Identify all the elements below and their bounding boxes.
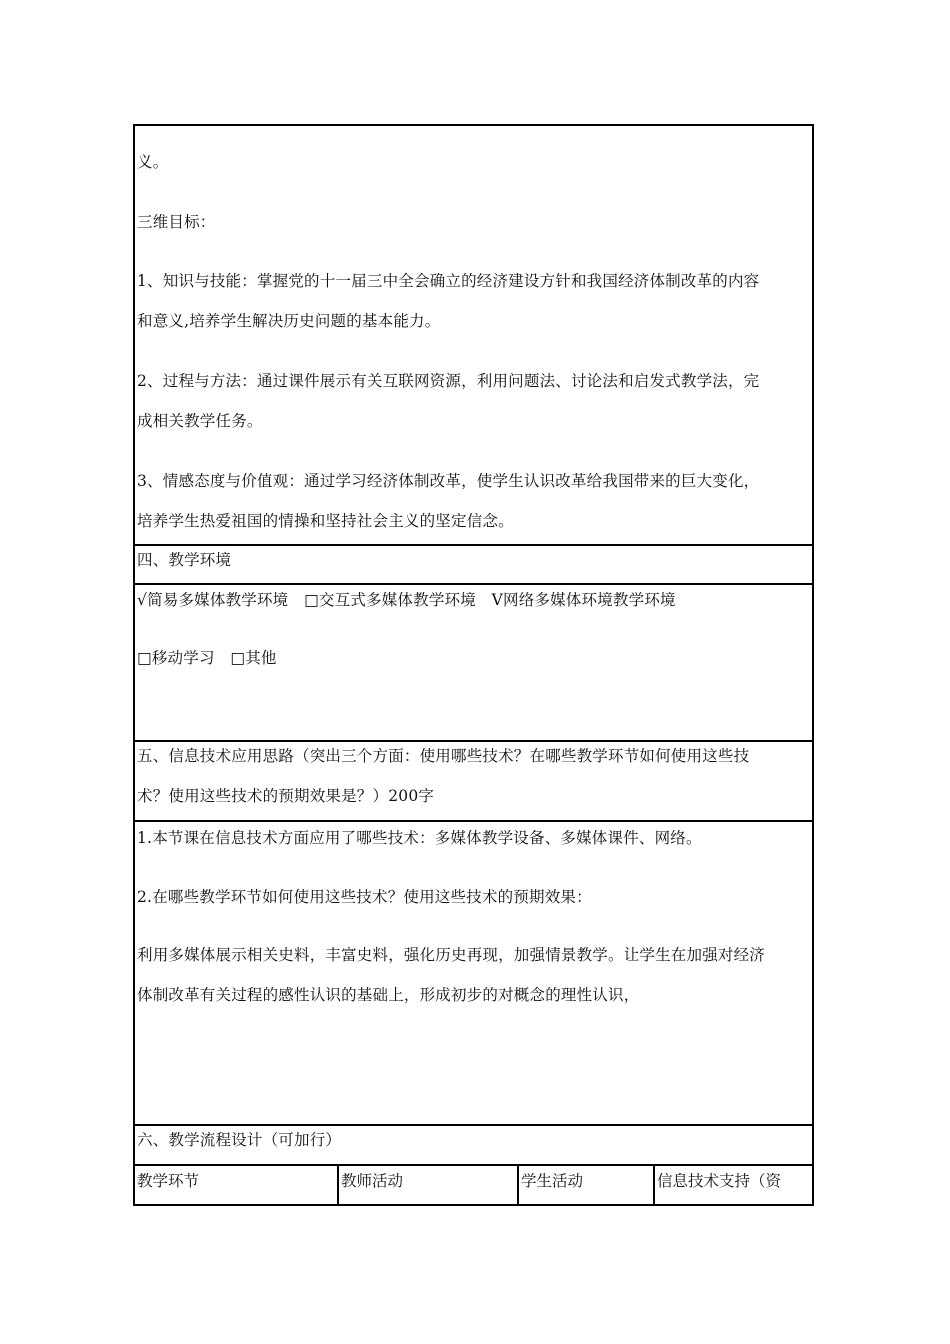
column-header-stage: 教学环节 bbox=[137, 1172, 200, 1190]
row-divider bbox=[135, 1164, 812, 1166]
row-divider bbox=[135, 544, 812, 546]
section5-title-line1: 五、信息技术应用思路（突出三个方面：使用哪些技术？在哪些教学环节如何使用这些技 bbox=[137, 747, 750, 765]
row-divider bbox=[135, 820, 812, 822]
row-divider bbox=[135, 1124, 812, 1126]
tech-effect-line2: 体制改革有关过程的感性认识的基础上，形成初步的对概念的理性认识， bbox=[137, 986, 640, 1004]
lesson-plan-table bbox=[133, 124, 814, 1206]
tech-effect-line1: 利用多媒体展示相关史料，丰富史料，强化历史再现，加强情景教学。让学生在加强对经济 bbox=[137, 946, 766, 964]
environment-options-row2: □移动学习 □其他 bbox=[137, 649, 277, 667]
goal-emotion-line2: 培养学生热爱祖国的情操和坚持社会主义的坚定信念。 bbox=[137, 512, 514, 530]
column-header-teacher: 教师活动 bbox=[341, 1172, 404, 1190]
row-divider bbox=[135, 583, 812, 585]
goal-knowledge-line1: 1、知识与技能：掌握党的十一届三中全会确立的经济建设方针和我国经济体制改革的内容 bbox=[137, 272, 760, 290]
goals-continuation: 义。 bbox=[137, 153, 169, 171]
section6-title: 六、教学流程设计（可加行） bbox=[137, 1131, 342, 1149]
tech-usage-paragraph: 2.在哪些教学环节如何使用这些技术？使用这些技术的预期效果： bbox=[137, 888, 592, 906]
column-header-it-support: 信息技术支持（资 bbox=[657, 1172, 782, 1190]
goal-process-line2: 成相关教学任务。 bbox=[137, 412, 263, 430]
goal-process-line1: 2、过程与方法：通过课件展示有关互联网资源，利用问题法、讨论法和启发式教学法，完 bbox=[137, 372, 760, 390]
column-divider bbox=[653, 1164, 655, 1206]
goals-heading: 三维目标： bbox=[137, 213, 216, 231]
tech-used-paragraph: 1.本节课在信息技术方面应用了哪些技术：多媒体教学设备、多媒体课件、网络。 bbox=[137, 829, 702, 847]
column-divider bbox=[337, 1164, 339, 1206]
section4-title: 四、教学环境 bbox=[137, 551, 232, 569]
row-divider bbox=[135, 740, 812, 742]
section5-title-line2: 术？使用这些技术的预期效果是？）200字 bbox=[137, 787, 435, 805]
column-header-student: 学生活动 bbox=[521, 1172, 584, 1190]
goal-emotion-line1: 3、情感态度与价值观：通过学习经济体制改革，使学生认识改革给我国带来的巨大变化， bbox=[137, 472, 760, 490]
goal-knowledge-line2: 和意义,培养学生解决历史问题的基本能力。 bbox=[137, 312, 441, 330]
environment-options-row1: √简易多媒体教学环境 □交互式多媒体教学环境 V网络多媒体环境教学环境 bbox=[137, 591, 676, 609]
column-divider bbox=[517, 1164, 519, 1206]
